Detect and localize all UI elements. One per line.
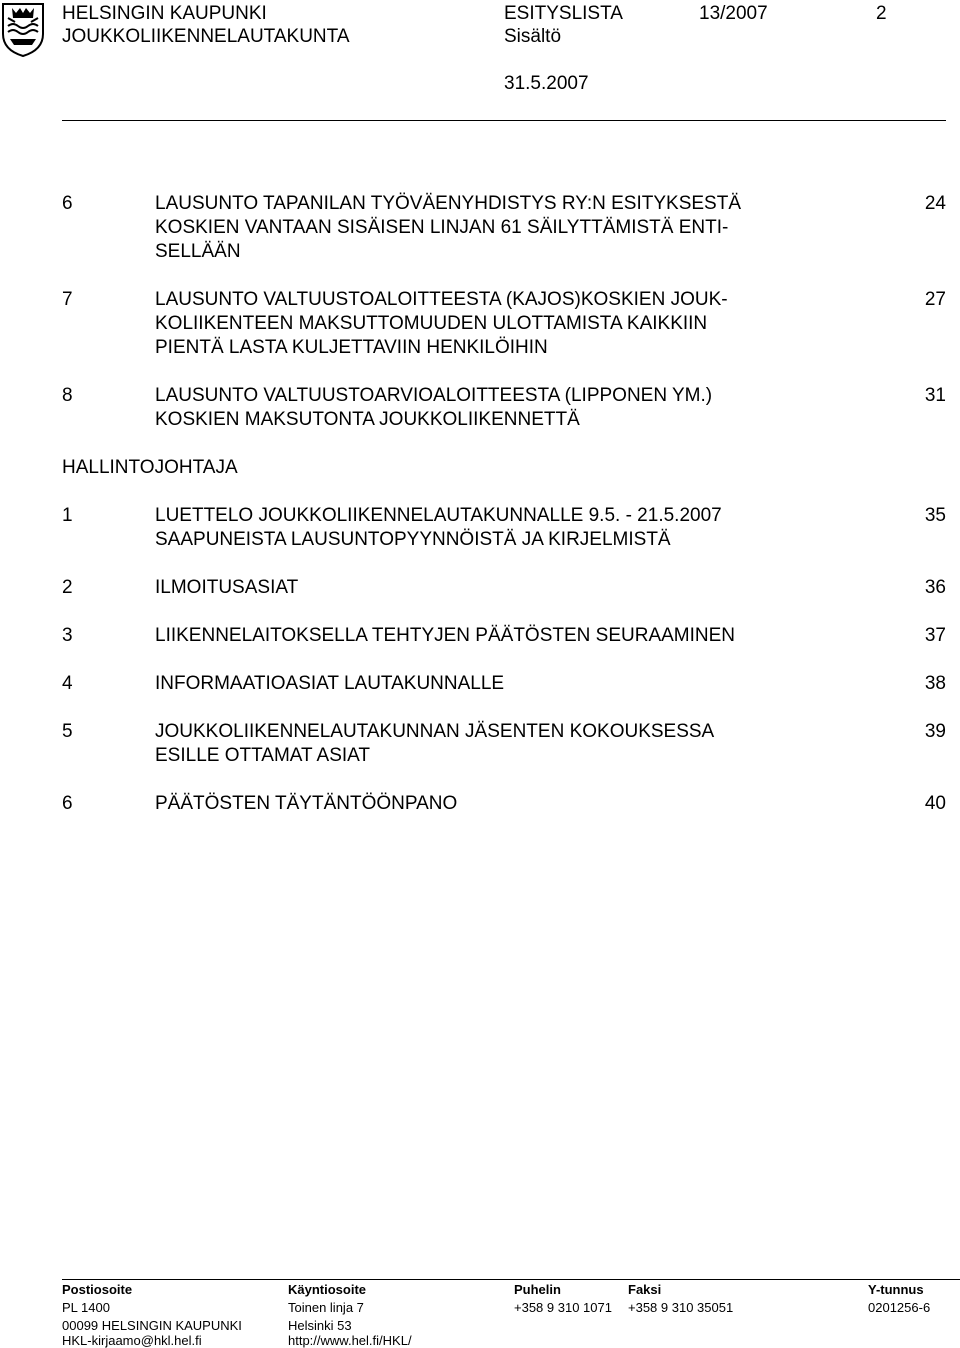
footer-visit-city: Helsinki 53 xyxy=(288,1318,352,1333)
footer-postal-city: 00099 HELSINGIN KAUPUNKI xyxy=(62,1318,242,1333)
item-title-line: ESILLE OTTAMAT ASIAT xyxy=(155,745,371,766)
item-page: 36 xyxy=(924,577,946,598)
item-title-line: KOSKIEN MAKSUTONTA JOUKKOLIIKENNETTÄ xyxy=(155,409,580,430)
item-title xyxy=(155,792,815,816)
item-title xyxy=(155,384,815,432)
footer-visit-label: Käyntiosoite xyxy=(288,1282,367,1297)
page-number: 2 xyxy=(876,3,887,24)
section-heading: HALLINTOJOHTAJA xyxy=(62,457,238,478)
footer-business-id-label: Y-tunnus xyxy=(868,1282,924,1297)
item-title-line: LAUSUNTO TAPANILAN TYÖVÄENYHDISTYS RY:N ESITYKSESTÄ xyxy=(155,193,742,214)
item-title-line: PIENTÄ LASTA KULJETTAVIIN HENKILÖIHIN xyxy=(155,337,548,358)
item-number: 6 xyxy=(62,193,73,214)
footer-fax: +358 9 310 35051 xyxy=(628,1300,734,1315)
item-title-line: LUETTELO JOUKKOLIIKENNELAUTAKUNNALLE 9.5. - 21.5.2007 xyxy=(155,505,722,526)
footer-divider xyxy=(62,1279,960,1280)
footer-email-link[interactable]: HKL-kirjaamo@hkl.hel.fi xyxy=(62,1333,202,1348)
item-number: 4 xyxy=(62,673,73,694)
item-page: 35 xyxy=(924,505,946,526)
footer-phone: +358 9 310 1071 xyxy=(514,1300,612,1315)
item-title-line: KOLIIKENTEEN MAKSUTTOMUUDEN ULOTTAMISTA KAIKKIIN xyxy=(155,313,708,334)
item-title xyxy=(155,192,815,264)
footer-visit-street: Toinen linja 7 xyxy=(288,1300,364,1315)
item-title xyxy=(155,624,815,648)
document-number: 13/2007 xyxy=(699,3,768,24)
document-subtitle: Sisältö xyxy=(504,26,562,47)
footer-postal-box: PL 1400 xyxy=(62,1300,110,1315)
item-number: 6 xyxy=(62,793,73,814)
item-title-line: LAUSUNTO VALTUUSTOARVIOALOITTEESTA (LIPPONEN YM.) xyxy=(155,385,713,406)
footer-business-id: 0201256-6 xyxy=(868,1300,931,1315)
item-title-line: LIIKENNELAITOKSELLA TEHTYJEN PÄÄTÖSTEN SEURAAMINEN xyxy=(155,625,736,646)
footer-fax-label: Faksi xyxy=(628,1282,662,1297)
helsinki-crest-icon xyxy=(0,0,46,58)
item-page: 40 xyxy=(924,793,946,814)
committee-name: JOUKKOLIIKENNELAUTAKUNTA xyxy=(62,26,350,47)
header-divider xyxy=(62,120,946,121)
item-title xyxy=(155,672,815,696)
item-number: 5 xyxy=(62,721,73,742)
item-number: 2 xyxy=(62,577,73,598)
item-page: 27 xyxy=(924,289,946,310)
item-number: 8 xyxy=(62,385,73,406)
document-type: ESITYSLISTA xyxy=(504,3,623,24)
item-number: 7 xyxy=(62,289,73,310)
item-title xyxy=(155,576,815,600)
footer-postal-label: Postiosoite xyxy=(62,1282,133,1297)
item-page: 39 xyxy=(924,721,946,742)
item-title xyxy=(155,288,815,360)
item-title-line: KOSKIEN VANTAAN SISÄISEN LINJAN 61 SÄILYTTÄMISTÄ ENTI- xyxy=(155,217,729,238)
item-page: 24 xyxy=(924,193,946,214)
footer-phone-label: Puhelin xyxy=(514,1282,561,1297)
item-number: 1 xyxy=(62,505,73,526)
item-title-line: PÄÄTÖSTEN TÄYTÄNTÖÖNPANO xyxy=(155,793,458,814)
item-title xyxy=(155,720,815,768)
item-title-line: ILMOITUSASIAT xyxy=(155,577,299,598)
item-page: 37 xyxy=(924,625,946,646)
item-title-line: LAUSUNTO VALTUUSTOALOITTEESTA (KAJOS)KOSKIEN JOUK- xyxy=(155,289,728,310)
meeting-date: 31.5.2007 xyxy=(504,73,589,94)
item-title xyxy=(155,504,815,552)
item-title-line: JOUKKOLIIKENNELAUTAKUNNAN JÄSENTEN KOKOUKSESSA xyxy=(155,721,715,742)
footer-website-link[interactable]: http://www.hel.fi/HKL/ xyxy=(288,1333,412,1348)
item-title-line: SELLÄÄN xyxy=(155,241,241,262)
item-number: 3 xyxy=(62,625,73,646)
item-title-line: SAAPUNEISTA LAUSUNTOPYYNNÖISTÄ JA KIRJELMISTÄ xyxy=(155,529,671,550)
item-title-line: INFORMAATIOASIAT LAUTAKUNNALLE xyxy=(155,673,505,694)
item-page: 31 xyxy=(924,385,946,406)
item-page: 38 xyxy=(924,673,946,694)
org-name: HELSINGIN KAUPUNKI xyxy=(62,3,267,24)
